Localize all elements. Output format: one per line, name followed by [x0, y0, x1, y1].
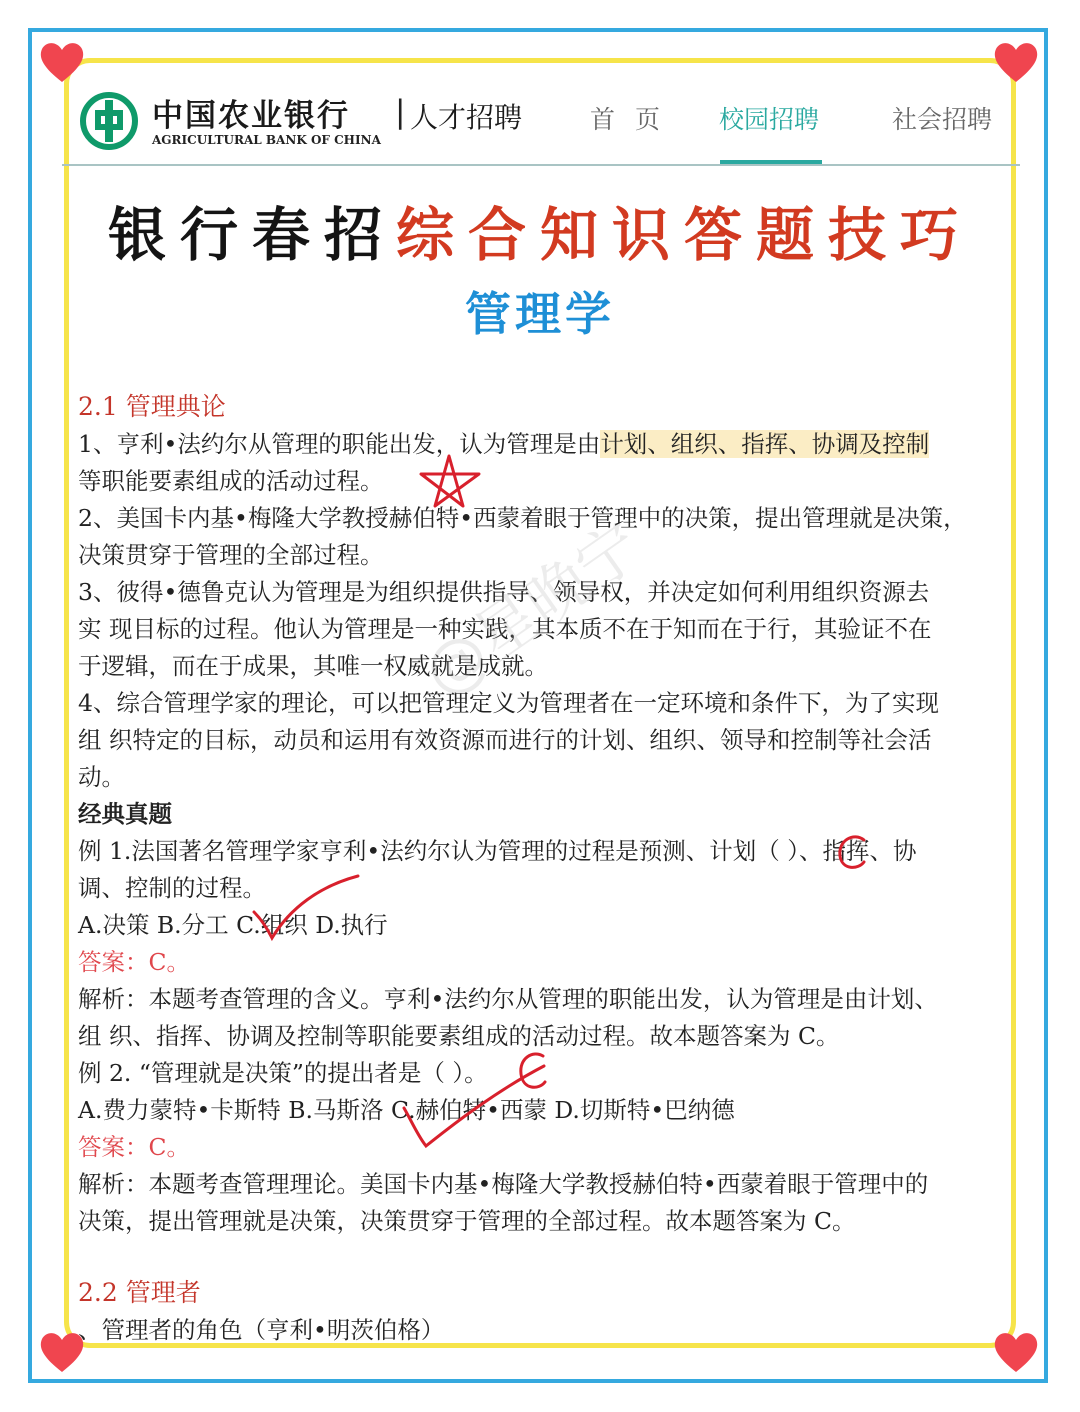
nav-home[interactable]: 首 页 — [590, 105, 666, 134]
explanation-line: 组 织、指挥、协调及控制等职能要素组成的活动过程。故本题答案为 C。 — [78, 1022, 840, 1050]
question-line: 调、控制的过程。 — [78, 874, 266, 902]
site-header — [62, 70, 1020, 170]
section-heading: 2.2 管理者 — [78, 1278, 201, 1307]
question-line: 例 2. “管理就是决策”的提出者是（ ）。 — [78, 1059, 488, 1087]
paragraph-line: 于逻辑，而在于成果，其唯一权威就是成就。 — [78, 652, 548, 680]
page-title — [0, 188, 1080, 272]
paragraph-line: 实 现目标的过程。他认为管理是一种实践，其本质不在于知而在于行，其验证不在 — [78, 615, 932, 643]
explanation-line: 解析：本题考查管理理论。美国卡内基•梅隆大学教授赫伯特•西蒙着眼于管理中的 — [78, 1170, 929, 1198]
paragraph-line — [78, 426, 1018, 463]
text-span: 1、亨利•法约尔从管理的职能出发，认为管理是由 — [78, 430, 601, 458]
paragraph-line: 3、彼得•德鲁克认为管理是为组织提供指导、领导权，并决定如何利用组织资源去 — [78, 578, 930, 606]
question-options: A.费力蒙特•卡斯特 B.马斯洛 C.赫伯特•西蒙 D.切斯特•巴纳德 — [78, 1096, 735, 1124]
title-black-part: 银行春招 — [107, 201, 396, 269]
page-subtitle: 管理学 — [465, 287, 615, 341]
highlighted-text: 计划、组织、指挥、协调及控制 — [600, 430, 930, 458]
paragraph-line: 组 织特定的目标，动员和运用有效资源而进行的计划、组织、领导和控制等社会活 — [78, 726, 932, 754]
subsection-heading: 经典真题 — [78, 800, 172, 828]
spacer — [78, 1240, 1018, 1274]
paragraph-line: 决策贯穿于管理的全部过程。 — [78, 541, 384, 569]
brand-subtitle: 人才招聘 — [410, 101, 523, 134]
question-options: A.决策 B.分工 C.组织 D.执行 — [78, 911, 388, 939]
nav-campus-recruiting[interactable]: 校园招聘 — [719, 105, 820, 134]
paragraph-line: 等职能要素组成的活动过程。 — [78, 467, 384, 495]
paragraph-line: 、管理者的角色（亨利•明茨伯格） — [78, 1316, 445, 1344]
article-body — [78, 388, 1018, 1349]
watermark: @星晚宁 — [409, 508, 655, 711]
question-line: 例 1.法国著名管理学家亨利•法约尔认为管理的过程是预测、计划（ ）、指挥、协 — [78, 837, 917, 865]
answer-line: 答案：C。 — [78, 1133, 190, 1161]
brand-name-cn: 中国农业银行 — [152, 98, 350, 134]
explanation-line: 解析：本题考查管理的含义。亨利•法约尔从管理的职能出发，认为管理是由计划、 — [78, 985, 938, 1013]
brand-separator: | — [395, 94, 406, 130]
paragraph-line: 4、综合管理学家的理论，可以把管理定义为管理者在一定环境和条件下，为了实现 — [78, 689, 939, 717]
answer-line: 答案：C。 — [78, 948, 190, 976]
paragraph-line: 动。 — [78, 763, 125, 791]
nav-social-recruiting[interactable]: 社会招聘 — [892, 105, 993, 134]
explanation-line: 决策，提出管理就是决策，决策贯穿于管理的全部过程。故本题答案为 C。 — [78, 1207, 856, 1235]
header-divider — [62, 164, 1020, 166]
paragraph-line: 2、美国卡内基•梅隆大学教授赫伯特•西蒙着眼于管理中的决策，提出管理就是决策， — [78, 504, 967, 532]
title-red-part: 综合知识答题技巧 — [396, 201, 973, 269]
brand-name-en: AGRICULTURAL BANK OF CHINA — [152, 133, 381, 147]
abc-logo-icon — [80, 92, 138, 150]
section-heading: 2.1 管理典论 — [78, 392, 226, 421]
